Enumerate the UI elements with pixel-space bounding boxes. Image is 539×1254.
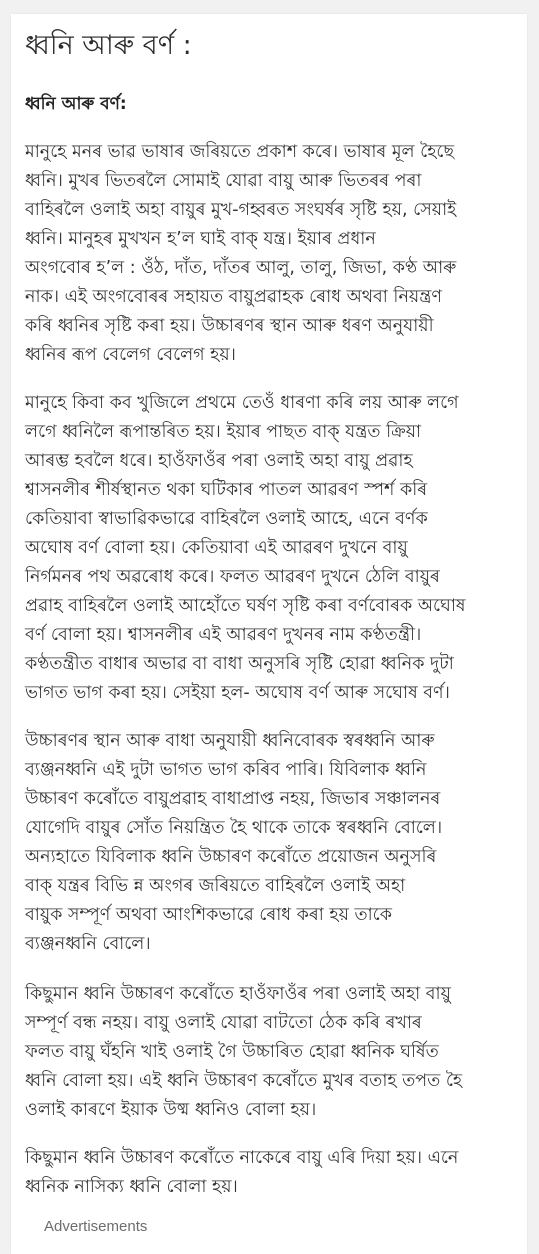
paragraph-line: ধ্বনি। মুখৰ ভিতৰলৈ সোমাই যোৱা বায়ু আৰু ভিতৰৰ পৰা (25, 171, 422, 191)
paragraph-line: নিৰ্গমনৰ পথ অৱৰোধ কৰে। ফলত আৱৰণ দুখনে ঠেলি বায়ুৰ (25, 567, 440, 587)
paragraph-line: আৰম্ভ হবলৈ ধৰে। হাওঁফাওঁৰ পৰা ওলাই অহা বায়ু প্ৰৱাহ (25, 451, 413, 471)
paragraph-line: ধ্বনিৰ ৰূপ বেলেগ বেলেগ হয়। (25, 345, 236, 365)
paragraph-line: মানুহে মনৰ ভাৱ ভাষাৰ জৰিয়তে প্ৰকাশ কৰে। ভাষাৰ মূল হৈছে (25, 142, 455, 162)
paragraph-line: ব্যঞ্জনধ্বনি এই দুটা ভাগত ভাগ কৰিব পাৰি। যিবিলাক ধ্বনি (25, 760, 427, 780)
paragraph-line: মানুহে কিবা কব খুজিলে প্ৰথমে তেওঁ ধাৰণা কৰি লয় আৰু লগে (25, 393, 459, 413)
paragraph-5 (25, 1144, 458, 1202)
article-card (11, 14, 527, 1254)
paragraph-line: লগে ধ্বনিলৈ ৰূপান্তৰিত হয়। ইয়াৰ পাছত বাক্ যন্ত্ৰত ক্ৰিয়া (25, 422, 422, 442)
paragraph-line: ফলত বায়ু ঘঁহনি খাই ওলাই গৈ উচ্চাৰিত হোৱা ধ্বনিক ঘৰ্ষিত (25, 1042, 439, 1062)
advertisements-label: Advertisements (44, 1218, 148, 1235)
paragraph-line: বাহিৰলৈ ওলাই অহা বায়ুৰ মুখ-গহ্বৰত সংঘৰ্ষৰ সৃষ্টি হয়, সেয়াই (25, 200, 457, 220)
paragraph-line: যোগেদি বায়ুৰ সোঁত নিয়ন্ত্ৰিত হৈ থাকে তাকে স্বৰধ্বনি বোলে। (25, 818, 443, 838)
paragraph-line: ধ্বনি বোলা হয়। এই ধ্বনি উচ্চাৰণ কৰোঁতে মুখৰ বতাহ তপত হৈ (25, 1071, 463, 1091)
paragraph-line: কিছুমান ধ্বনি উচ্চাৰণ কৰোঁতে হাওঁফাওঁৰ পৰা ওলাই অহা বায়ু (25, 984, 451, 1004)
paragraph-line: ভাগত ভাগ কৰা হয়। সেইয়া হল- অঘোষ বৰ্ণ আৰু সঘোষ বৰ্ণ। (25, 683, 450, 703)
paragraph-line: ধ্বনি। মানুহৰ মুখখন হ’ল ঘাই বাক্ যন্ত্ৰ। ইয়াৰ প্ৰধান (25, 229, 376, 249)
paragraph-line: অংগবোৰ হ’ল : ওঁঠ, দাঁত, দাঁতৰ আলু, তালু, জিভা, কণ্ঠ আৰু (25, 258, 457, 278)
paragraph-line: কিছুমান ধ্বনি উচ্চাৰণ কৰোঁতে নাকেৰে বায়ু এৰি দিয়া হয়। এনে (25, 1148, 459, 1168)
paragraph-line: কণ্ঠতন্ত্ৰীত বাধাৰ অভাৱ বা বাধা অনুসৰি সৃষ্টি হোৱা ধ্বনিক দুটা (25, 654, 454, 674)
paragraph-line: বায়ুক সম্পূৰ্ণ অথবা আংশিকভাৱে ৰোধ কৰা হয় তাকে (25, 905, 392, 925)
paragraph-4 (25, 980, 462, 1125)
paragraph-line: ব্যঞ্জনধ্বনি বোলে। (25, 934, 151, 954)
paragraph-line: নাক। এই অংগবোৰৰ সহায়ত বায়ুপ্ৰৱাহক ৰোধ অথবা নিয়ন্ত্ৰণ (25, 287, 442, 307)
paragraph-line: কৰি ধ্বনিৰ সৃষ্টি কৰা হয়। উচ্চাৰণৰ স্থান আৰু ধৰণ অনুযায়ী (25, 316, 434, 336)
paragraph-line: শ্বাসনলীৰ শীৰ্ষস্থানত থকা ঘটিকাৰ পাতল আৱৰণ স্পৰ্শ কৰি (25, 480, 428, 500)
paragraph-line: অঘোষ বৰ্ণ বোলা হয়। কেতিয়াবা এই আৱৰণ দুখনে বায়ু (25, 538, 408, 558)
paragraph-3 (25, 727, 442, 959)
paragraph-line: উচ্চাৰণ কৰোঁতে বায়ুপ্ৰৱাহ বাধাপ্ৰাপ্ত নহয়, জিভাৰ সঞ্চালনৰ (25, 789, 441, 809)
paragraph-line: বৰ্ণ বোলা হয়। শ্বাসনলীৰ এই আৱৰণ দুখনৰ নাম কণ্ঠতন্ত্ৰী। (25, 625, 422, 645)
paragraph-line: প্ৰৱাহ বাহিৰলৈ ওলাই আহোঁতে ঘৰ্ষণ সৃষ্টি কৰা বৰ্ণবোৰক অঘোষ (25, 596, 466, 616)
paragraph-1 (25, 138, 456, 370)
paragraph-line: বাক্ যন্ত্ৰৰ বিভি ন্ন অংগৰ জৰিয়তে বাহিৰলৈ ওলাই অহা (25, 876, 406, 896)
paragraph-line: অন্যহাতে যিবিলাক ধ্বনি উচ্চাৰণ কৰোঁতে প্ৰয়োজন অনুসৰি (25, 847, 437, 867)
article-subheading: ধ্বনি আৰু বৰ্ণ: (25, 94, 127, 114)
paragraph-2 (25, 389, 466, 708)
paragraph-line: সম্পূৰ্ণ বন্ধ নহয়। বায়ু ওলাই যোৱা বাটতো ঠেক কৰি ৰখাৰ (25, 1013, 422, 1033)
article-title: ধ্বনি আৰু বৰ্ণ : (25, 30, 192, 61)
paragraph-line: কেতিয়াবা স্বাভাৱিকভাৱে বাহিৰলৈ ওলাই আহে, এনে বৰ্ণক (25, 509, 428, 529)
paragraph-line: উচ্চাৰণৰ স্থান আৰু বাধা অনুযায়ী ধ্বনিবোৰক স্বৰধ্বনি আৰু (25, 731, 435, 751)
paragraph-line: ধ্বনিক নাসিক্য ধ্বনি বোলা হয়। (25, 1177, 238, 1197)
paragraph-line: ওলাই কাৰণে ইয়াক উষ্ম ধ্বনিও বোলা হয়। (25, 1100, 317, 1120)
